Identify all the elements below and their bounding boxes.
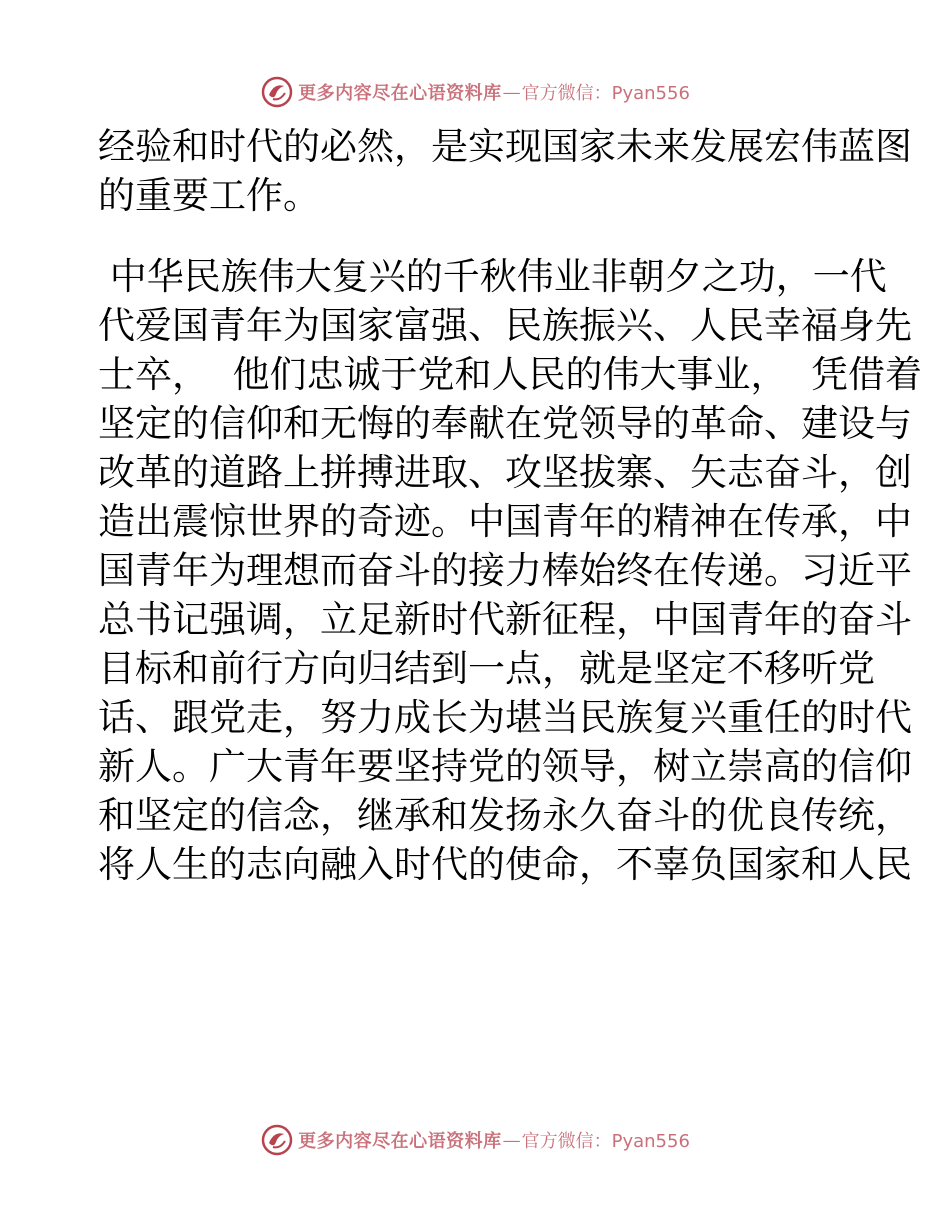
- text-line: 经验和时代的必然，是实现国家未来发展宏伟蓝图: [98, 125, 912, 168]
- swirl-logo-icon: [260, 1123, 294, 1157]
- banner-title: 更多内容尽在心语资料库: [298, 1131, 502, 1152]
- banner-separator: —: [502, 81, 521, 103]
- text-line: 坚定的信仰和无悔的奉献在党领导的革命、建设与: [98, 402, 912, 445]
- text-line: 新人。广大青年要坚持党的领导，树立崇高的信仰: [98, 745, 912, 788]
- text-line: 目标和前行方向归结到一点，就是坚定不移听党: [98, 647, 875, 690]
- banner-separator: —: [502, 1129, 521, 1151]
- paragraph-gap: [98, 220, 858, 252]
- text-line: 中华民族伟大复兴的千秋伟业非朝夕之功，一代: [98, 255, 887, 298]
- text-line: 国青年为理想而奋斗的接力棒始终在传递。习近平: [98, 549, 912, 592]
- text-line: 总书记强调，立足新时代新征程，中国青年的奋斗: [98, 598, 912, 641]
- header-banner: [0, 72, 950, 112]
- text-line: 代爱国青年为国家富强、民族振兴、人民幸福身先: [98, 304, 912, 347]
- footer-banner: [0, 1120, 950, 1160]
- text-line: 话、跟党走，努力成长为堪当民族复兴重任的时代: [98, 696, 912, 739]
- text-line: 造出震惊世界的奇迹。中国青年的精神在传承，中: [98, 500, 912, 543]
- banner-title: 更多内容尽在心语资料库: [298, 83, 502, 104]
- text-line: 和坚定的信念，继承和发扬永久奋斗的优良传统，: [98, 794, 912, 837]
- document-body: [98, 122, 923, 889]
- text-line: 改革的道路上拼搏进取、攻坚拔寨、矢志奋斗，创: [98, 451, 912, 494]
- swirl-logo-icon: [260, 75, 294, 109]
- paragraph: [98, 122, 912, 220]
- text-line: 的重要工作。: [98, 174, 320, 217]
- banner-contact: 官方微信：Pyan556: [521, 1131, 690, 1152]
- text-line: 将人生的志向融入时代的使命，不辜负国家和人民: [98, 843, 912, 886]
- text-line: 士卒， 他们忠诚于党和人民的伟大事业， 凭借着: [98, 353, 923, 396]
- banner-contact: 官方微信：Pyan556: [521, 83, 690, 104]
- paragraph: [98, 252, 923, 889]
